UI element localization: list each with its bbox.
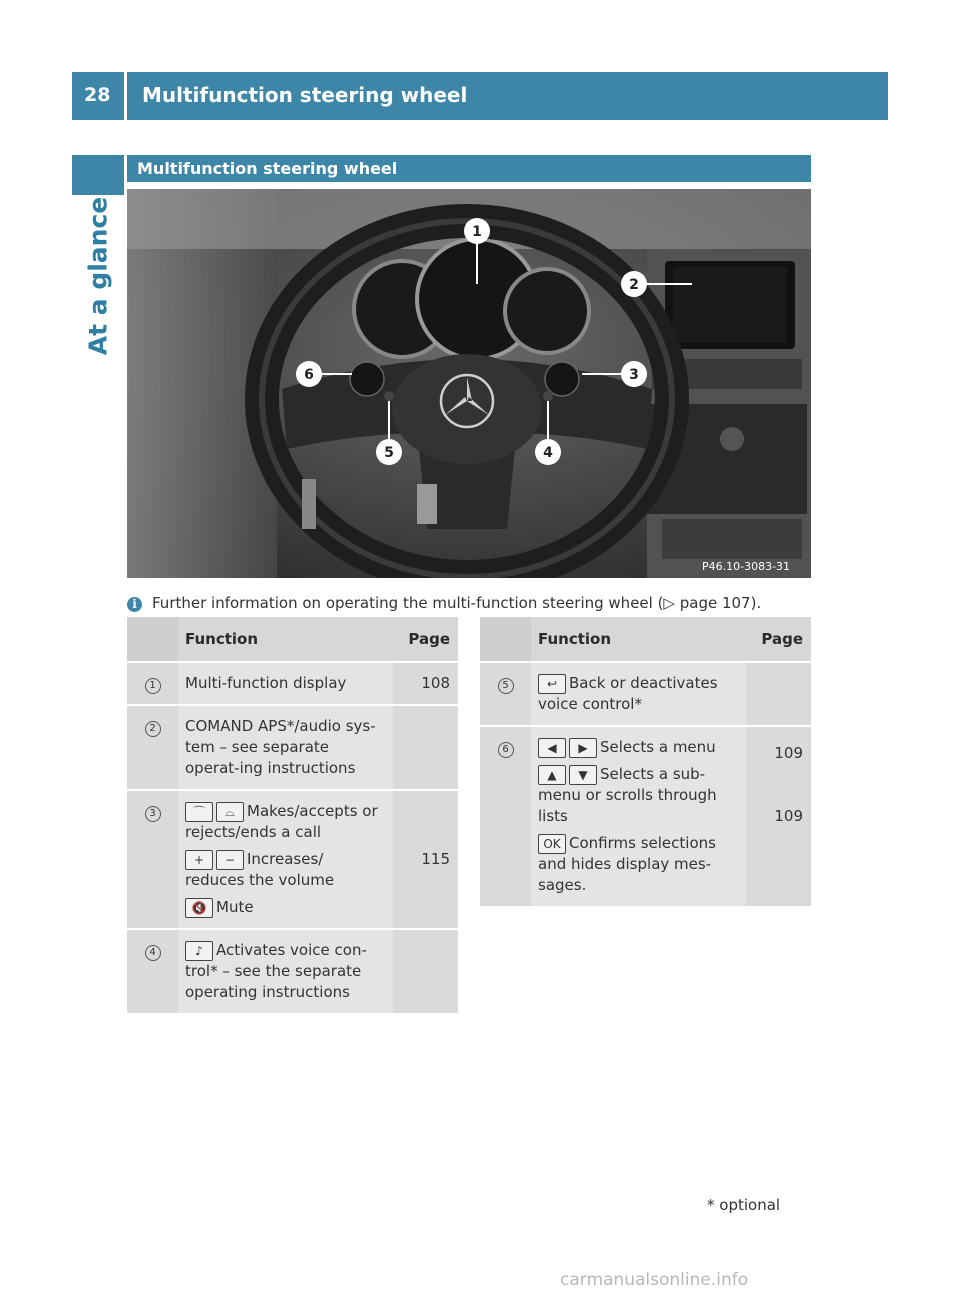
callout-number: 6: [498, 742, 514, 758]
footnote: * optional: [707, 1196, 781, 1214]
right-key-icon: ▶: [569, 738, 597, 758]
info-note: [127, 594, 761, 612]
table-row: [127, 706, 458, 791]
page-number: 28: [84, 84, 111, 106]
page-ref: 108: [393, 663, 458, 706]
phone-end-key-icon: ⌓: [216, 802, 244, 822]
function-table-left: [127, 617, 458, 1015]
mute-key-icon: 🔇: [185, 898, 213, 918]
voice-control-key-icon: ♪: [185, 941, 213, 961]
up-key-icon: ▲: [538, 765, 566, 785]
volume-down-key-icon: −: [216, 850, 244, 870]
table-header-row: [127, 617, 458, 663]
header-function: Function: [178, 617, 393, 663]
callout-number: 2: [145, 721, 161, 737]
info-text: Further information on operating the multi-function steering wheel (▷ page 107).: [152, 594, 762, 612]
section-title: Multifunction steering wheel: [137, 159, 398, 178]
table-row: [127, 663, 458, 706]
photo-code: P46.10-3083-31: [702, 560, 791, 573]
function-table-right: [480, 617, 811, 908]
page-ref: 115: [393, 791, 458, 930]
function-text: Mute: [216, 898, 254, 916]
ok-key-icon: OK: [538, 834, 566, 854]
svg-text:4: 4: [543, 445, 553, 461]
function-text: Makes/accepts or rejects/ends a call: [185, 802, 378, 841]
table-header-row: [480, 617, 811, 663]
page-ref: [746, 663, 811, 727]
svg-text:6: 6: [304, 367, 314, 383]
table-row: [480, 727, 811, 908]
page-ref: 109: [774, 744, 803, 762]
function-text: Activates voice con- trol* – see the separate operating instructions: [185, 941, 367, 1001]
section-heading: [127, 155, 811, 182]
svg-text:3: 3: [629, 367, 639, 383]
info-icon: i: [127, 597, 142, 612]
header-divider: [124, 72, 127, 120]
volume-up-key-icon: +: [185, 850, 213, 870]
phone-accept-key-icon: ⌒: [185, 802, 213, 822]
down-key-icon: ▼: [569, 765, 597, 785]
function-text: Back or deactivates voice control*: [538, 674, 718, 713]
function-text: Confirms selections and hides display mes- sages.: [538, 834, 716, 894]
callout-number: 1: [145, 678, 161, 694]
header-number: [127, 617, 178, 663]
chapter-label: At a glance: [83, 196, 113, 356]
svg-text:5: 5: [384, 445, 394, 461]
page-ref: 109: [774, 807, 803, 825]
back-key-icon: ↩: [538, 674, 566, 694]
function-text: Multi-function display: [178, 663, 393, 706]
side-tab: [72, 155, 124, 195]
page-ref: [393, 930, 458, 1015]
page-ref: [393, 706, 458, 791]
svg-text:1: 1: [472, 224, 482, 240]
function-text: Selects a sub- menu or scrolls through lists: [538, 765, 717, 825]
table-row: [480, 663, 811, 727]
header-page: Page: [746, 617, 811, 663]
function-text: Increases/ reduces the volume: [185, 850, 335, 889]
table-row: [127, 930, 458, 1015]
left-key-icon: ◀: [538, 738, 566, 758]
table-row: [127, 791, 458, 930]
header-page: Page: [393, 617, 458, 663]
callout-number: 4: [145, 945, 161, 961]
callout-number: 3: [145, 806, 161, 822]
callout-number: 5: [498, 678, 514, 694]
page-header: [72, 72, 888, 120]
header-number: [480, 617, 531, 663]
function-text: COMAND APS*/audio sys-tem – see separate operat-ing instructions: [178, 706, 393, 791]
header-function: Function: [531, 617, 746, 663]
watermark: carmanualsonline.info: [560, 1270, 749, 1290]
svg-text:2: 2: [629, 277, 639, 293]
page-title: Multifunction steering wheel: [142, 83, 468, 107]
steering-wheel-photo: [127, 189, 811, 578]
function-text: Selects a menu: [600, 738, 716, 756]
